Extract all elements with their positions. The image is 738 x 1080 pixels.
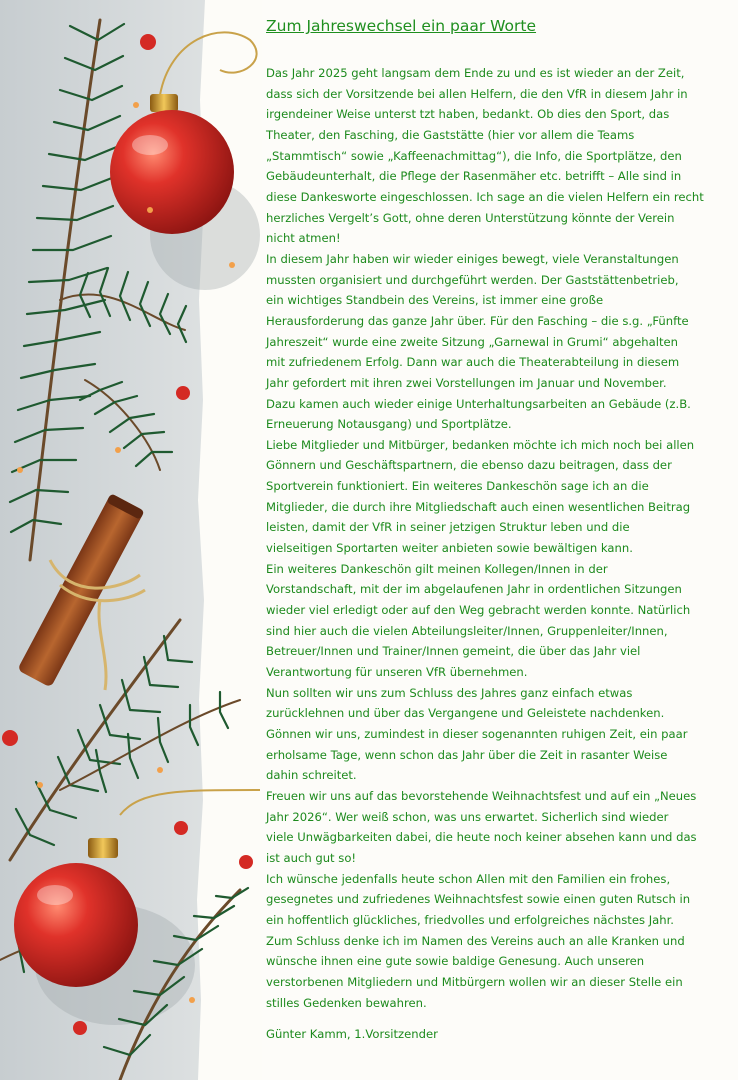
letter-line: Erneuerung Notausgang) und Sportplätze. (266, 417, 512, 432)
letter-line: herzliches Vergelt’s Gott, ohne deren Unterstützung könnte der Verein (266, 210, 675, 225)
letter-line: Sportverein funktioniert. Ein weiteres Dankeschön sage ich an die (266, 479, 649, 494)
letter-line: Herausforderung das ganze Jahr über. Für den Fasching – die s.g. „Fünfte (266, 313, 689, 328)
christmas-decoration-panel (0, 0, 262, 1080)
letter-line: In diesem Jahr haben wir wieder einiges bewegt, viele Veranstaltungen (266, 251, 679, 266)
letter-line: Gönnen wir uns, zumindest in dieser sogenannten ruhigen Zeit, ein paar (266, 727, 688, 741)
letter-line: zurücklehnen und über das Vergangene und Geleistete nachdenken. (266, 706, 665, 721)
letter-line: Ein weiteres Dankeschön gilt meinen Kollegen/Innen in der (266, 561, 608, 576)
letter-line: dass sich der Vorsitzende bei allen Helfern, die den VfR in diesem Jahr in (266, 86, 688, 101)
letter-line: mit zufriedenem Erfolg. Dann war auch die Theaterabteilung in diesem (266, 355, 680, 370)
letter-line: nicht atmen! (266, 231, 341, 246)
christmas-illustration (0, 0, 262, 1080)
letter-line: Gebäudeunterhalt, die Pflege der Rasenmäher etc. betrifft – Alle sind in (266, 169, 682, 184)
letter-line: Betreuer/Innen und Trainer/Innen gemeint, die über das Jahr viel (266, 644, 641, 659)
letter-line: Freuen wir uns auf das bevorstehende Weihnachtsfest und auf ein „Neues (266, 788, 697, 803)
letter-line: stilles Gedenken bewahren. (266, 995, 427, 1010)
letter-line: Liebe Mitglieder und Mitbürger, bedanken möchte ich mich noch bei allen (266, 437, 695, 452)
letter-line: leisten, damit der VfR in seiner jetzigen Struktur leben und die (266, 520, 630, 535)
signature: Günter Kamm, 1.Vorsitzender (266, 1027, 438, 1041)
letter-line: Ich wünsche jedenfalls heute schon Allen mit den Familien ein frohes, (266, 871, 671, 886)
letter-line: dahin schreitet. (266, 768, 357, 783)
letter-line: gesegnetes und zufriedenes Weihnachtsfest sowie einen guten Rutsch in (266, 892, 691, 907)
letter-line: wünsche ihnen eine gute sowie baldige Genesung. Auch unseren (266, 954, 645, 969)
letter-line: Vorstandschaft, mit der im abgelaufenen Jahr in ordentlichen Sitzungen (266, 582, 682, 597)
letter-line: Verantwortung für unseren VfR übernehmen. (266, 665, 528, 680)
letter-line: verstorbenen Mitgliedern und Mitbürgern wollen wir an dieser Stelle ein (266, 974, 683, 989)
letter-line: Dazu kamen auch wieder einige Unterhaltungsarbeiten an Gebäude (z.B. (266, 396, 691, 411)
letter-line: sind hier auch die vielen Abteilungsleiter/Innen, Gruppenleiter/Innen, (266, 623, 668, 638)
letter-line: Zum Schluss denke ich im Namen des Vereins auch an alle Kranken und (266, 933, 685, 948)
letter-line: Nun sollten wir uns zum Schluss des Jahres ganz einfach etwas (266, 685, 633, 700)
letter-line: wieder viel erledigt oder auf den Weg gebracht werden konnte. Natürlich (266, 603, 691, 618)
letter-line: viele Unwägbarkeiten dabei, die heute noch keiner absehen kann und das (266, 830, 697, 845)
letter-line: ist auch gut so! (266, 850, 357, 865)
letter-line: Jahreszeit“ wurde eine zweite Sitzung „Garnewal in Grumi“ abgehalten (266, 334, 678, 349)
letter-title: Zum Jahreswechsel ein paar Worte (266, 17, 537, 35)
letter-line: Jahr 2026“. Wer weiß schon, was uns erwartet. Sicherlich sind wieder (266, 809, 669, 824)
letter-line: irgendeiner Weise unterst tzt haben, bedankt. Ob dies den Sport, das (266, 107, 670, 122)
letter-line: Mitglieder, die durch ihre Mitgliedschaft auch einen wesentlichen Beitrag (266, 499, 691, 514)
letter-line: Das Jahr 2025 geht langsam dem Ende zu und es ist wieder an der Zeit, (266, 66, 685, 80)
letter-line: „Stammtisch“ sowie „Kaffeenachmittag“), die Info, die Sportplätze, den (266, 148, 682, 163)
letter-body (266, 63, 734, 1013)
letter-line: Theater, den Fasching, die Gaststätte (hier vor allem die Teams (266, 127, 635, 142)
letter-line: vielseitigen Sportarten weiter anbieten sowie bewältigen kann. (266, 541, 633, 556)
letter-line: erholsame Tage, wenn schon das Jahr über die Zeit in rasanter Weise (266, 747, 668, 762)
letter-line: ein wichtiges Standbein des Vereins, ist immer eine große (266, 293, 604, 308)
letter-line: mussten organisiert und durchgeführt werden. Der Gaststättenbetrieb, (266, 272, 679, 287)
letter-line: diese Dankesworte eingeschlossen. Ich sage an die vielen Helfern ein recht (266, 189, 704, 204)
letter-line: Jahr gefordert mit ihren zwei Vorstellungen im Januar und November. (266, 375, 667, 390)
letter-line: ein hoffentlich glückliches, friedvolles und erfolgreiches nächstes Jahr. (266, 912, 674, 927)
letter-line: Gönnern und Geschäftspartnern, die ebenso dazu beitragen, dass der (266, 458, 672, 473)
